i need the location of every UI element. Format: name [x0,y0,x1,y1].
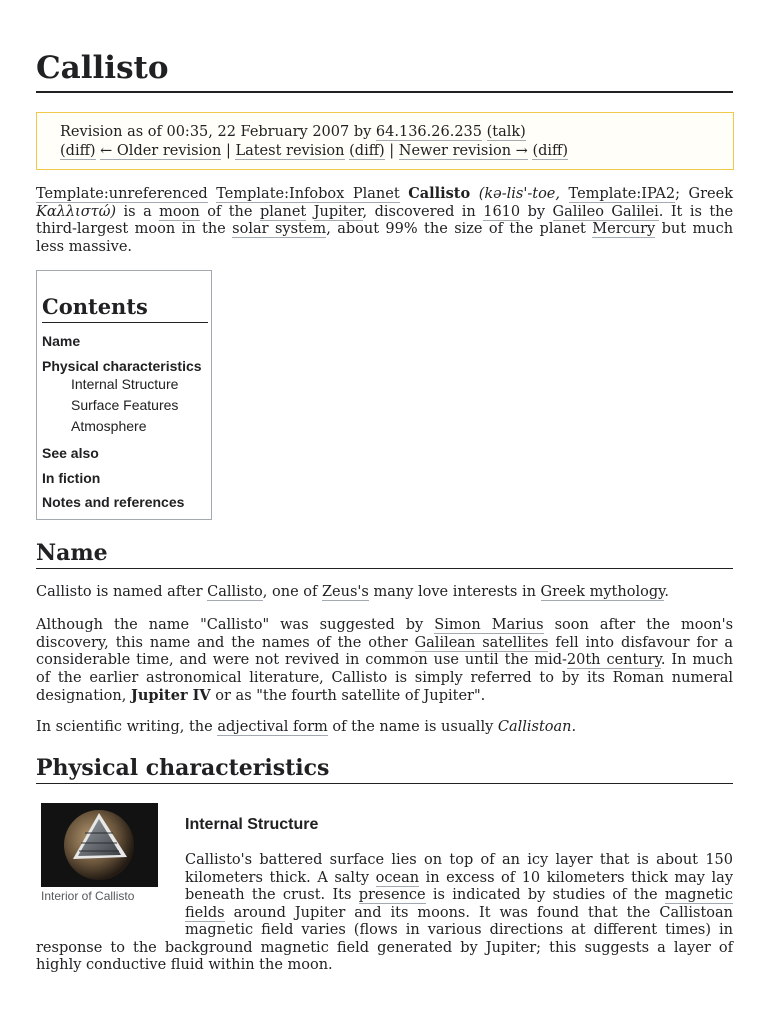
figure-float-spacer [36,852,185,924]
moon-link[interactable]: moon [159,203,200,220]
diff-link-2[interactable]: (diff) [349,143,385,159]
text: . [664,584,669,600]
zeus-link[interactable]: Zeus's [321,584,369,600]
galileo-link[interactable]: Galileo Galilei [552,203,659,220]
text: . [571,719,577,735]
intro-subject-name: Callisto [408,185,471,202]
text: is indicated by studies of the [432,887,658,903]
toc-item-see-also[interactable]: See also [42,445,99,461]
simon-marius-link[interactable]: Simon Marius [434,617,544,633]
pronunciation: (kə-lis'-toe, [478,186,560,202]
table-of-contents [36,270,212,520]
magnetic-fields-link[interactable]: magnetic fields [185,887,734,921]
greek-label: Greek [688,186,734,202]
name-paragraph-2 [36,617,733,706]
page-title: Callisto [36,47,733,93]
20th-century-link[interactable]: 20th century [566,652,661,668]
subsection-heading-internal-structure: Internal Structure [185,816,319,833]
text: Callisto's battered surface lies on top of an icy layer that is about 150 kilometers thick. A salty [185,852,733,886]
toc-item-physical-characteristics[interactable]: Physical characteristics [42,358,202,374]
diff-link-3[interactable]: (diff) [532,143,568,159]
toc-item-atmosphere[interactable]: Atmosphere [71,418,147,434]
galilean-satellites-link[interactable]: Galilean satellites [414,634,549,651]
figure-caption: Interior of Callisto [41,889,135,903]
callistoan-term: Callistoan [497,719,572,735]
template-infobox-link[interactable]: Template:Infobox Planet [216,186,400,202]
jupiter-link[interactable]: Jupiter [313,203,363,220]
text: soon after the moon's discovery, this name and the names of the other [36,617,734,651]
text: many love interests in [373,584,536,600]
ocean-link[interactable]: ocean [375,869,420,886]
older-revision-link[interactable]: ← Older revision [100,143,222,159]
intro-paragraph: Template:unreferenced Template:Infobox Planet Callisto (kə-lis'-toe, Template:IPA2; Greek Καλλιστώ) is a moon of the planet Jupiter, discovered in 1610 by Galileo Galilei. It is the third-largest moon in the solar system, about 99% the size of the planet Mercury but much less massive. [36,185,734,255]
template-unreferenced-link[interactable]: Template:unreferenced [36,186,208,202]
name-paragraph-1 [36,584,733,602]
revision-line-1 [60,123,526,142]
separator-1: | [221,143,236,159]
separator-2: | [384,143,399,159]
toc-item-surface-features[interactable]: Surface Features [71,397,179,413]
text: around Jupiter and its moons. It was found that the Callistoan magnetic field varies (flows in various directions at different times) in response to the background magnetic field generated by Jupiter; this suggests a layer of highly conductive fluid within the moon. [36,904,733,973]
toc-item-internal-structure[interactable]: Internal Structure [71,376,179,392]
text: , one of [262,584,318,600]
intro-text-by: by [527,203,546,220]
revision-talk-link[interactable]: (talk) [486,124,526,140]
planet-link[interactable]: planet [259,203,307,220]
toc-item-name[interactable]: Name [42,333,81,349]
intro-text-rest-2: , about 99% the size of the planet [326,221,586,237]
callisto-myth-link[interactable]: Callisto [207,584,263,600]
newer-revision-link[interactable]: Newer revision → [398,143,528,159]
diff-link-1[interactable]: (diff) [60,143,96,159]
greek-name: Καλλιστώ) [36,203,117,220]
text: or as "the fourth satellite of Jupiter". [215,688,486,704]
revision-line-2 [60,142,568,161]
text: In scientific writing, the [36,719,213,735]
template-ipa-link[interactable]: Template:IPA2 [568,186,676,202]
adjectival-form-link[interactable]: adjectival form [217,719,328,735]
section-heading-name: Name [36,539,733,569]
latest-revision-link[interactable]: Latest revision [235,143,345,159]
year-1610-link[interactable]: 1610 [483,203,521,220]
text: of the name is usually [332,719,494,735]
intro-text-is-a: is a [123,203,152,220]
revision-user-link[interactable]: 64.136.26.235 [375,124,483,140]
toc-item-in-fiction[interactable]: In fiction [42,470,101,486]
jupiter-iv-term: Jupiter IV [130,687,211,704]
revision-prefix: Revision as of 00:35, 22 February 2007 by [60,124,376,140]
intro-text-of-the: of the [207,203,253,220]
text: . In much of the earlier astronomical literature, Callisto is simply referred to by its Roman numeral designation, [36,652,733,704]
section-heading-physical: Physical characteristics [36,754,733,784]
toc-title: Contents [42,293,208,323]
greek-mythology-link[interactable]: Greek mythology [540,584,665,600]
intro-text-rest-3: but much less massive. [36,221,734,255]
mercury-link[interactable]: Mercury [592,221,656,237]
solar-system-link[interactable]: solar system [232,221,327,237]
internal-structure-paragraph [36,852,733,975]
revision-notice [36,112,734,170]
text: fell into disfavour for a considerable time, and were not revived in common use until the mid- [36,634,734,668]
presence-link[interactable]: presence [358,887,426,903]
text: in excess of 10 kilometers thick may lay beneath the crust. Its [185,869,734,903]
text: Although the name "Callisto" was suggested by [36,617,424,633]
toc-item-notes-references[interactable]: Notes and references [42,494,185,510]
intro-text-rest-1: . It is the third-largest moon in the [36,203,734,237]
text: Callisto is named after [36,584,203,600]
name-paragraph-3 [36,719,733,737]
intro-text-discovered: , discovered in [362,203,476,220]
